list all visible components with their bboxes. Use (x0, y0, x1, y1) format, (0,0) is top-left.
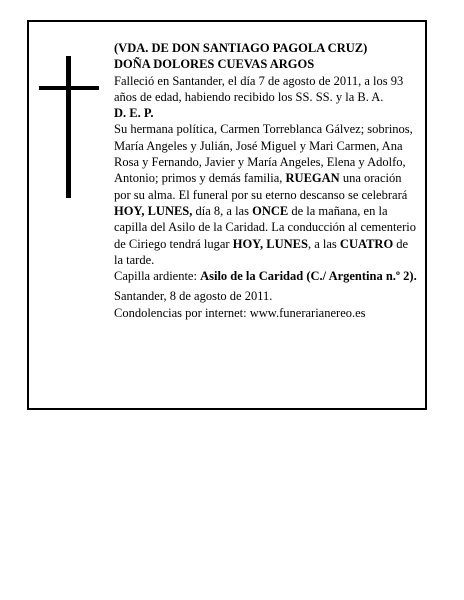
dep-line: D. E. P. (114, 106, 154, 121)
funeral-text-5: de la tarde. (114, 236, 409, 267)
cross-horizontal-bar (39, 86, 99, 90)
notice-body (114, 40, 419, 321)
funeral-hour: ONCE (252, 203, 289, 218)
widow-of-line: (VDA. DE DON SANTIAGO PAGOLA CRUZ) (114, 41, 368, 55)
condolences-line: Condolencias por internet: www.funerarianereo.es (114, 305, 366, 320)
family-paragraph (114, 121, 419, 268)
funeral-text-4: , a las (307, 236, 340, 251)
chapel-location: Asilo de la Caridad (C./ Argentina n.º 2). (200, 269, 417, 284)
funeral-text-1: una oración por su alma. El funeral por su eterno descanso se celebrará (114, 171, 408, 202)
funeral-text-2: día 8, a las (192, 203, 253, 218)
chapel-line (114, 268, 419, 284)
family-list: Su hermana política, Carmen Torreblanca Gálvez; sobrinos, María Angeles y Julián, José Miguel y Mari Carmen, Ana Rosa y Fernando, Javier y María Angeles, Elena y Adolfo, Antonio; primos y demás familia, (114, 122, 413, 186)
chapel-label: Capilla ardiente: (114, 269, 201, 284)
death-statement: Falleció en Santander, el día 7 de agosto de 2011, a los 93 años de edad, habiendo recibido los SS. SS. y la B. A. (114, 73, 404, 104)
ruegan-text: RUEGAN (285, 171, 340, 186)
funeral-text-3: de la mañana, en la capilla del Asilo de la Caridad. La conducción al cementerio de Ciriego tendrá lugar (114, 203, 416, 251)
conduction-day: HOY, LUNES (232, 236, 308, 251)
cross-icon (39, 56, 99, 198)
conduction-hour: CUATRO (339, 236, 394, 251)
date-place: Santander, 8 de agosto de 2011. (114, 289, 273, 304)
obituary-notice (27, 20, 427, 410)
funeral-day: HOY, LUNES, (114, 203, 193, 218)
deceased-name: DOÑA DOLORES CUEVAS ARGOS (114, 57, 315, 72)
cross-vertical-bar (66, 56, 71, 198)
